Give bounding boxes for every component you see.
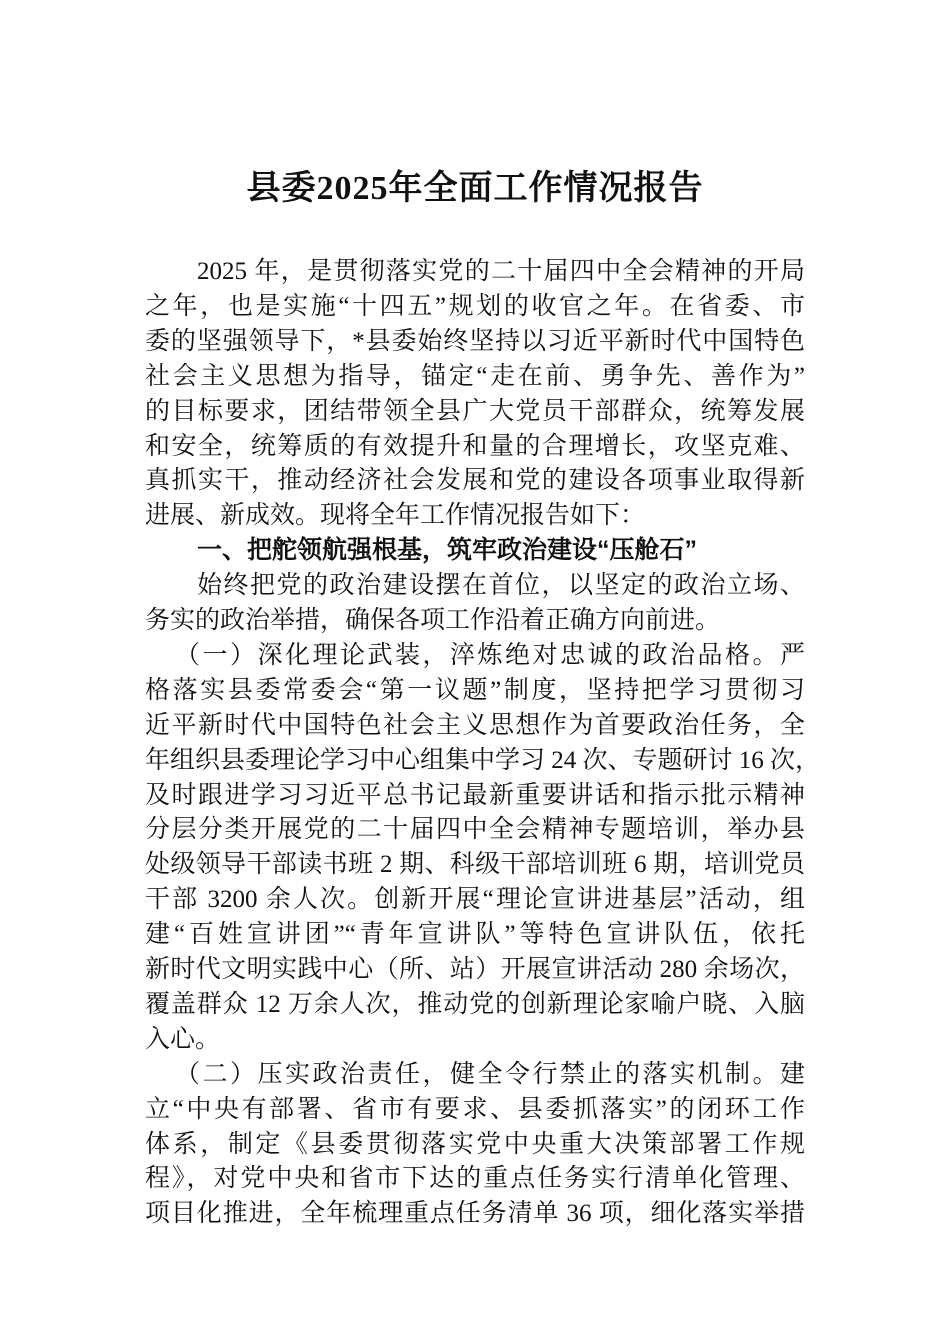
text-line: 立“中央有部署、省市有要求、县委抓落实”的闭环工作 (145, 1095, 805, 1123)
text-line: 格落实县委常委会“第一议题”制度，坚持把学习贯彻习 (145, 676, 805, 704)
text-line: 务实的政治举措，确保各项工作沿着正确方向前进。 (145, 607, 721, 634)
text-line: 覆盖群众 12 万余人次，推动党的创新理论家喻户晓、入脑 (145, 990, 805, 1018)
text-line: 处级领导干部读书班 2 期、科级干部培训班 6 期，培训党员 (145, 851, 805, 879)
text-line: 体系，制定《县委贯彻落实党中央重大决策部署工作规 (145, 1130, 805, 1158)
text-line: 入心。 (145, 1025, 221, 1053)
text-line: （一）深化理论武装，淬炼绝对忠诚的政治品格。严 (175, 641, 805, 669)
text-line: 干部 3200 余人次。创新开展“理论宣讲进基层”活动，组 (145, 886, 805, 914)
text-line: 新时代文明实践中心（所、站）开展宣讲活动 280 余场次， (145, 956, 805, 983)
text-line: 的目标要求，团结带领全县广大党员干部群众，统筹发展 (145, 397, 805, 425)
text-line: 项目化推进，全年梳理重点任务清单 36 项，细化落实举措 (145, 1200, 805, 1228)
text-line: 分层分类开展党的二十届四中全会精神专题培训，举办县 (145, 816, 805, 844)
text-line: 真抓实干，推动经济社会发展和党的建设各项事业取得新 (145, 467, 805, 495)
text-line: 程》，对党中央和省市下达的重点任务实行清单化管理、 (145, 1165, 805, 1193)
text-line: 建“百姓宣讲团”“青年宣讲队”等特色宣讲队伍，依托 (145, 921, 805, 949)
text-line: 进展、新成效。现将全年工作情况报告如下： (145, 502, 646, 530)
text-line: 及时跟进学习习近平总书记最新重要讲话和指示批示精神 (145, 781, 805, 809)
text-line: 委的坚强领导下，*县委始终坚持以习近平新时代中国特色 (145, 327, 805, 355)
section-heading: 一、把舵领航强根基，筑牢政治建设“压舱石” (197, 536, 698, 565)
text-line: 始终把党的政治建设摆在首位，以坚定的政治立场、 (197, 572, 805, 600)
document-title: 县委2025年全面工作情况报告 (246, 170, 704, 207)
text-line: 年组织县委理论学习中心组集中学习 24 次、专题研讨 16 次， (145, 746, 821, 774)
text-line: 社会主义思想为指导，锚定“走在前、勇争先、善作为” (145, 362, 805, 390)
text-line: 之年，也是实施“十四五”规划的收官之年。在省委、市 (145, 292, 805, 320)
text-line: （二）压实政治责任，健全令行禁止的落实机制。建 (175, 1060, 805, 1088)
text-line: 近平新时代中国特色社会主义思想作为首要政治任务，全 (145, 711, 805, 739)
text-line: 和安全，统筹质的有效提升和量的合理增长，攻坚克难、 (145, 432, 805, 460)
text-line: 2025 年，是贯彻落实党的二十届四中全会精神的开局 (197, 258, 805, 285)
